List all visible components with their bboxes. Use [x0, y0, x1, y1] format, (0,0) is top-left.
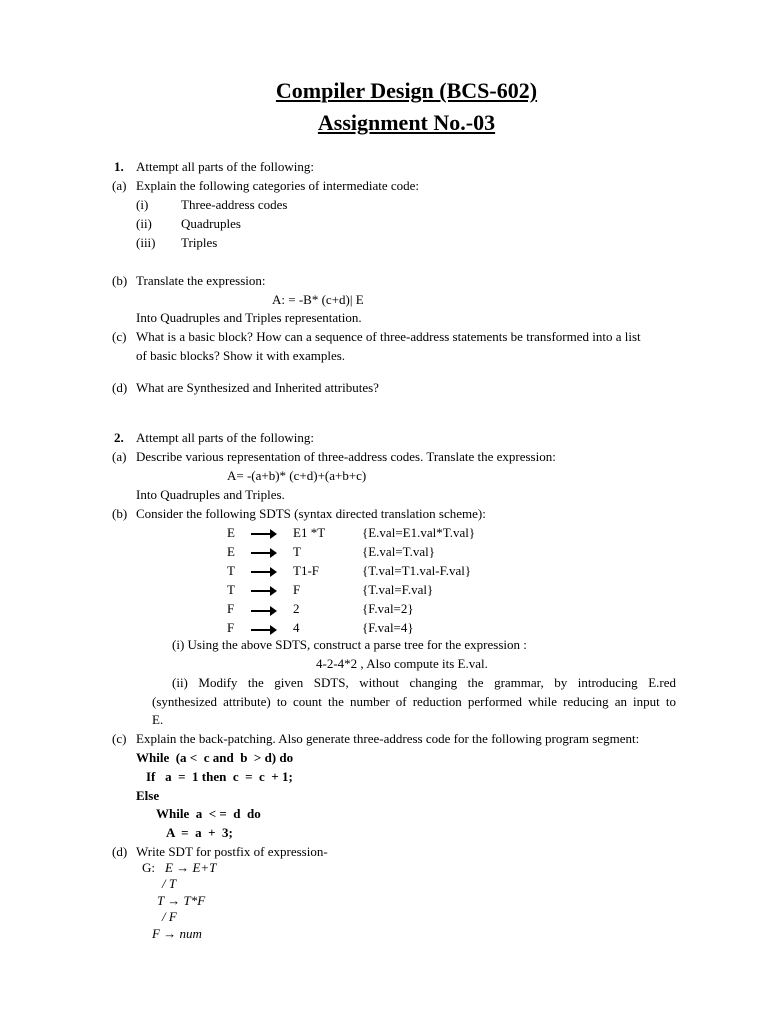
q1-b-label: (b) [112, 273, 128, 288]
sdts-lhs: F [227, 601, 235, 616]
grammar-line: / T [162, 876, 177, 891]
sdts-rhs: F [293, 582, 301, 597]
q1-d-label: (d) [112, 380, 128, 395]
grammar-line: T → T*F [157, 893, 206, 908]
right-arrow-icon [251, 590, 273, 592]
q1-a-item-text: Three-address codes [181, 197, 288, 212]
sdts-rule: {T.val=F.val} [362, 582, 434, 597]
q1-c-text-line1: What is a basic block? How can a sequence of three-address statements be transformed into a list [136, 329, 641, 344]
q1-a-item-num: (iii) [136, 235, 156, 250]
sdts-rule: {F.val=4} [362, 620, 414, 635]
page-subtitle: Assignment No.-03 [317, 110, 496, 135]
q2-b-text: Consider the following SDTS (syntax directed translation scheme): [136, 506, 486, 521]
grammar-line: / F [162, 909, 177, 924]
q1-a-item-text: Triples [181, 235, 218, 250]
sdts-rhs: E1 *T [293, 525, 326, 540]
q1-d-text: What are Synthesized and Inherited attributes? [136, 380, 379, 395]
sdts-rule: {E.val=T.val} [362, 544, 435, 559]
q2-c-label: (c) [112, 731, 127, 746]
q2-a-into: Into Quadruples and Triples. [136, 487, 285, 502]
q1-c-label: (c) [112, 329, 127, 344]
grammar-line: E → E+T [165, 860, 217, 875]
q1-a-item-num: (ii) [136, 216, 152, 231]
right-arrow-icon [251, 552, 273, 554]
sdts-lhs: E [227, 525, 235, 540]
sdts-lhs: E [227, 544, 235, 559]
q1-c-text-line2: of basic blocks? Show it with examples. [136, 348, 346, 363]
sdts-rule: {E.val=E1.val*T.val} [362, 525, 476, 540]
q2-number: 2. [114, 430, 124, 445]
q2-d-text: Write SDT for postfix of expression- [136, 844, 328, 859]
q2-b-ii-line2: (synthesized attribute) to count the number of reduction performed while reducing an input to [152, 694, 676, 709]
code-line: A = a + 3; [166, 825, 233, 840]
q2-b-i: (i) Using the above SDTS, construct a parse tree for the expression : [172, 637, 527, 652]
sdts-rule: {F.val=2} [362, 601, 414, 616]
sdts-rhs: 2 [293, 601, 300, 616]
code-line: Else [136, 788, 160, 803]
q2-a-text: Describe various representation of three-address codes. Translate the expression: [136, 449, 556, 464]
grammar-prefix: G: [142, 860, 155, 875]
sdts-lhs: F [227, 620, 235, 635]
code-line: If a = 1 then c = c + 1; [146, 769, 293, 784]
code-line: While (a < c and b > d) do [136, 750, 294, 765]
q1-a-label: (a) [112, 178, 127, 193]
right-arrow-icon [251, 610, 273, 612]
q2-b-ii-line3: E. [152, 712, 164, 727]
right-arrow-icon [251, 533, 273, 535]
q2-intro: Attempt all parts of the following: [136, 430, 314, 445]
right-arrow-icon [251, 571, 273, 573]
grammar-line: F → num [152, 926, 202, 941]
q1-b-text: Translate the expression: [136, 273, 266, 288]
q1-a-item-text: Quadruples [181, 216, 241, 231]
code-line: While a < = d do [156, 806, 261, 821]
q2-c-text: Explain the back-patching. Also generate three-address code for the following program segment: [136, 731, 640, 746]
q2-a-expression: A= -(a+b)* (c+d)+(a+b+c) [227, 468, 367, 483]
q1-a-text: Explain the following categories of intermediate code: [136, 178, 420, 193]
q2-b-ii-line1: (ii) Modify the given SDTS, without changing the grammar, by introducing E.red [172, 675, 676, 690]
q1-a-item-num: (i) [136, 197, 149, 212]
right-arrow-icon [251, 629, 273, 631]
sdts-rhs: 4 [293, 620, 300, 635]
sdts-rhs: T [293, 544, 301, 559]
q1-b-into: Into Quadruples and Triples representation. [136, 310, 362, 325]
sdts-lhs: T [227, 582, 235, 597]
q1-b-expression: A: = -B* (c+d)| E [272, 292, 364, 307]
q2-b-label: (b) [112, 506, 128, 521]
q2-a-label: (a) [112, 449, 127, 464]
q1-intro: Attempt all parts of the following: [136, 159, 314, 174]
sdts-lhs: T [227, 563, 235, 578]
q2-b-i-expression: 4-2-4*2 , Also compute its E.val. [316, 656, 488, 671]
page-title: Compiler Design (BCS-602) [275, 78, 538, 103]
sdts-rhs: T1-F [293, 563, 319, 578]
q2-d-label: (d) [112, 844, 128, 859]
q1-number: 1. [114, 159, 124, 174]
sdts-rule: {T.val=T1.val-F.val} [362, 563, 472, 578]
